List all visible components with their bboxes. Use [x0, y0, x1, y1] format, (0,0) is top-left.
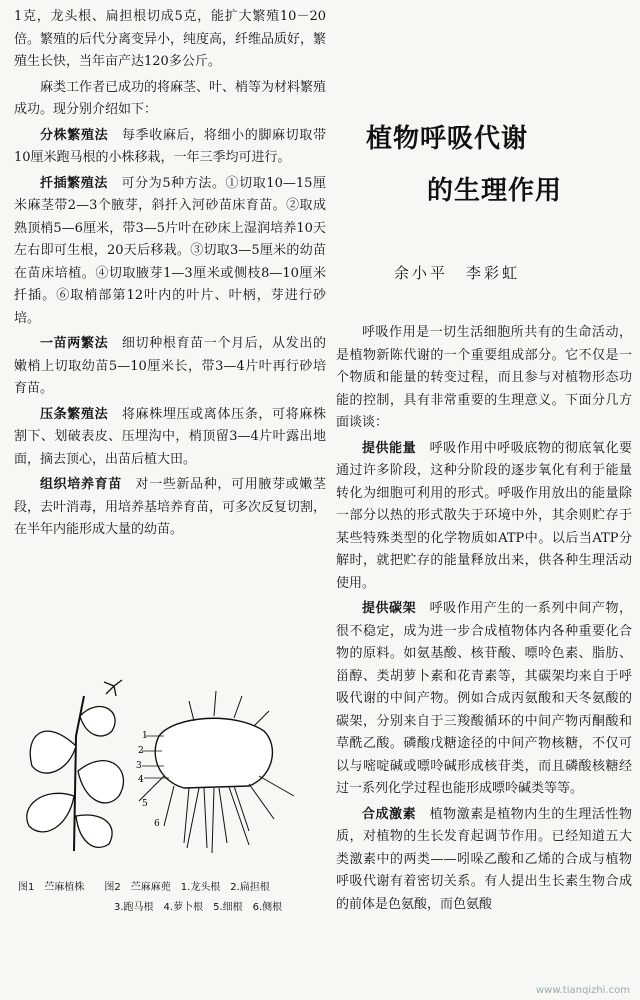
section-heading: 合成激素: [362, 806, 417, 822]
paragraph: 1克，龙头根、扁担根切成5克，能扩大繁殖10－20倍。繁殖的后代分离变异小，纯度高，纤维品质好，繁殖生长快，当年亩产达120多公斤。: [14, 9, 327, 69]
section-paragraph: [14, 173, 326, 331]
figure-label: 6: [154, 819, 160, 829]
article-authors: 余小平 李彩虹: [394, 264, 521, 282]
ramie-illustration: [14, 676, 322, 856]
figure-label: 5: [142, 799, 148, 809]
figure-label: 2: [138, 746, 144, 756]
left-column: [14, 6, 326, 542]
section-body: 每季收麻后，将细小的脚麻切取带10厘米跑马根的小株移栽，一年三季均可进行。: [14, 127, 326, 165]
section-body: 细切种根育苗一个月后，从发出的嫩梢上切取幼苗5—10厘米长，带3—4片叶再行砂培育苗。: [14, 336, 326, 396]
section-body: 呼吸作用产生的一系列中间产物，很不稳定，成为进一步合成植物体内各种重要化合物的原料。如氨基酸、核苷酸、嘌呤色素、脂肪、甾醇、类胡萝卜素和花青素等，其碳架均来自于呼吸代谢的中间产物。例如合成丙氨酸和天冬氨酸的碳架，分别来自于三羧酸循环的中间产物丙酮酸和草酰乙酸。磷酸戊糖途径的中间产物核糖，不仅可以与嘧啶碱或嘌呤碱形成核苷类，而且磷酸核糖经过一系列化学过程也能形成嘌呤碱类等等。: [336, 601, 632, 796]
section-heading: 压条繁殖法: [40, 406, 109, 422]
section-heading: 分株繁殖法: [40, 127, 109, 143]
figure-caption: [18, 878, 324, 918]
root-system-drawing: [139, 691, 294, 853]
paragraph: 麻类工作者已成功的将麻茎、叶、梢等为材料繁殖成功。现分别介绍如下：: [14, 79, 327, 117]
figure-label: 4: [138, 775, 144, 785]
section-heading: 组织培养育苗: [40, 477, 122, 492]
section-paragraph: [336, 804, 632, 917]
section-body: 对一些新品种，可用腋芽或嫩茎段，去叶消毒，用培养基培养育苗，可多次反复切割，在半年内能形成大量的幼苗。: [14, 477, 327, 537]
section-paragraph: [336, 598, 632, 801]
section-paragraph: [14, 333, 326, 401]
section-heading: 提供能量: [362, 440, 417, 456]
figure-label: 1: [142, 731, 148, 741]
caption-line: 3.跑马根 4.萝卜根 5.细根 6.侧根: [114, 902, 283, 913]
ramie-plant-drawing: [27, 680, 124, 851]
watermark: www.tianqizhi.com: [536, 985, 630, 996]
section-paragraph: [336, 438, 632, 596]
paragraph: 呼吸作用是一切生活细胞所共有的生命活动，是植物新陈代谢的一个重要组成部分。它不仅是一个物质和能量的转变过程，而且参与对植物形态功能的控制，具有非常重要的生理意义。下面分几方面谈谈：: [336, 325, 632, 430]
section-paragraph: [14, 125, 326, 170]
section-heading: 提供碳架: [362, 601, 417, 616]
article-title-line2: 的生理作用: [427, 176, 563, 206]
caption-line: 图1 苎麻植株 图2 苎麻麻蔸 1.龙头根 2.扁担根: [18, 882, 270, 893]
section-paragraph: [14, 474, 326, 542]
section-body: 将麻株埋压或离体压条，可将麻株割下、划破表皮、压埋沟中，梢顶留3—4片叶露出地面，摘去顶心，出苗后植大田。: [14, 406, 326, 467]
right-column: [336, 322, 632, 916]
section-heading: 扦插繁殖法: [40, 175, 108, 191]
section-heading: 一苗两繁法: [40, 336, 109, 351]
section-body: 呼吸作用中呼吸底物的彻底氧化要通过许多阶段，这种分阶段的逐步氧化有利于能量转化为细胞可利用的形式。呼吸作用放出的能量除一部分以热的形式散失于环境中外，其余则贮存于某些特殊类型的化学物质如ATP中。以后当ATP分解时，就把贮存的能量释放出来，供各种生理活动使用。: [336, 440, 632, 591]
section-body: 植物激素是植物内生的生理活性物质，对植物的生长发育起调节作用。已经知道五大类激素中的两类——吲哚乙酸和乙烯的合成与植物呼吸代谢有着密切关系。有人提出生长素生物合成的前体是色氨酸，而色氨酸: [336, 806, 632, 912]
figure-label: 3: [136, 761, 142, 771]
section-body: 可分为5种方法。①切取10—15厘米麻茎带2—3个腋芽，斜扦入河砂苗床育苗。②取成熟顶梢5—6厘米，带3—5片叶在砂床上湿润培养10天左右即可生根，20天后移栽。③切取3—5厘米的幼苗在苗床培植。④切取腋芽1—3厘米或侧枝8—10厘米扦插。⑥取梢部第12叶内的叶片、叶柄，芽进行砂培。: [14, 175, 326, 326]
section-paragraph: [14, 404, 326, 472]
article-title-line1: 植物呼吸代谢: [366, 124, 529, 154]
